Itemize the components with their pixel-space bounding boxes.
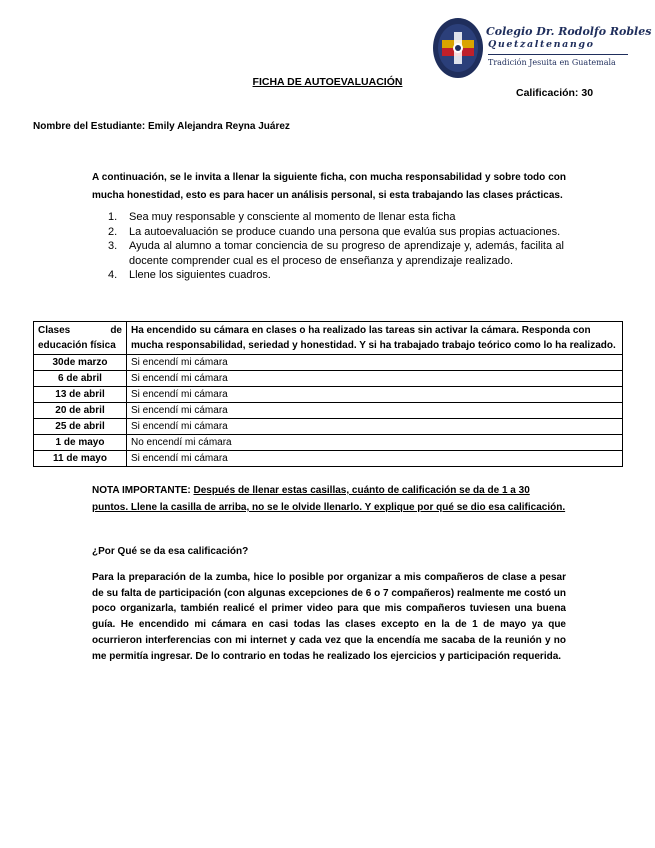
school-city: Quetzaltenango	[488, 39, 595, 50]
row-date: 13 de abril	[34, 387, 127, 403]
row-date: 1 de mayo	[34, 435, 127, 451]
row-response: Si encendí mi cámara	[127, 419, 623, 435]
list-item	[108, 239, 564, 268]
list-item-text: Llene los siguientes cuadros.	[129, 269, 271, 281]
list-item-text: Ayuda al alumno a tomar conciencia de su progreso de aprendizaje y, además, facilita al docente comprender cual es el proceso de enseñanza y aprendizaje realizado.	[129, 240, 564, 267]
table-row	[34, 403, 623, 419]
table-row	[34, 371, 623, 387]
row-date: 25 de abril	[34, 419, 127, 435]
row-response: No encendí mi cámara	[127, 435, 623, 451]
row-response: Si encendí mi cámara	[127, 371, 623, 387]
school-seal-icon	[432, 16, 484, 80]
row-response: Si encendí mi cámara	[127, 387, 623, 403]
school-logo	[432, 14, 652, 84]
list-item-number: 4.	[108, 269, 118, 281]
important-note	[92, 482, 566, 516]
intro-paragraph: A continuación, se le invita a llenar la siguiente ficha, con mucha responsabilidad y sobre todo con mucha honestidad, esto es para hacer un análisis personal, si esta trabajando las clases prácticas.	[92, 172, 566, 201]
header-classes-word1: Clases	[38, 325, 71, 336]
row-date: 11 de mayo	[34, 451, 127, 467]
note-label: NOTA IMPORTANTE:	[92, 485, 191, 496]
list-item-number: 3.	[108, 240, 118, 252]
instructions-list	[108, 210, 564, 283]
logo-divider	[488, 54, 628, 55]
list-item-number: 1.	[108, 211, 118, 223]
header-classes-word3: educación física	[38, 340, 116, 351]
list-item-text: Sea muy responsable y consciente al momento de llenar esta ficha	[129, 211, 456, 223]
page-title-text: FICHA DE AUTOEVALUACIÓN	[252, 76, 403, 88]
list-item-number: 2.	[108, 225, 118, 238]
list-item-text: La autoevaluación se produce cuando una persona que evalúa sus propias actuaciones.	[129, 225, 561, 238]
header-classes	[34, 322, 127, 355]
school-name: Colegio Dr. Rodolfo Robles	[486, 25, 652, 38]
why-question: ¿Por Qué se da esa calificación?	[92, 546, 249, 557]
row-response: Si encendí mi cámara	[127, 403, 623, 419]
student-name: Nombre del Estudiante: Emily Alejandra Reyna Juárez	[33, 121, 290, 132]
row-date: 6 de abril	[34, 371, 127, 387]
attendance-table	[33, 321, 623, 467]
row-date: 30de marzo	[34, 355, 127, 371]
table-header-row	[34, 322, 623, 355]
table-row	[34, 387, 623, 403]
table-row	[34, 355, 623, 371]
school-motto: Tradición Jesuita en Guatemala	[488, 58, 616, 67]
header-question: Ha encendido su cámara en clases o ha realizado las tareas sin activar la cámara. Responda con mucha responsabilidad, seriedad y honestidad. Y si ha trabajado trabajo teórico como lo ha realizado.	[127, 322, 623, 355]
table-row	[34, 435, 623, 451]
list-item	[108, 210, 564, 225]
row-date: 20 de abril	[34, 403, 127, 419]
grade-label: Calificación: 30	[516, 87, 594, 99]
header-classes-word2: de	[110, 325, 122, 336]
table-row	[34, 419, 623, 435]
table-row	[34, 451, 623, 467]
explanation-paragraph: Para la preparación de la zumba, hice lo posible por organizar a mis compañeros de clase a pesar de su falta de participación (con algunas excepciones de 6 o 7 compañeros) realmente me costó un poco organizarla, también realicé el primer video para que mis compañeros tuviesen una buena guía. He encendido mi cámara en casi todas las clases excepto en la de 1 de mayo ya que ocurrieron interferencias con mi internet y cada vez que la encendía me sacaba de la reunión y no me permitía ingresar. De lo contrario en todas he realizado los ejercicios y participación requerida.	[92, 572, 566, 662]
list-item	[108, 225, 564, 240]
note-text: Después de llenar estas casillas, cuánto de calificación se da de 1 a 30 puntos. Llene la casilla de arriba, no se le olvide llenarlo. Y explique por qué se dio esa calificación.	[92, 485, 566, 513]
row-response: Si encendí mi cámara	[127, 451, 623, 467]
row-response: Si encendí mi cámara	[127, 355, 623, 371]
list-item	[108, 268, 564, 283]
